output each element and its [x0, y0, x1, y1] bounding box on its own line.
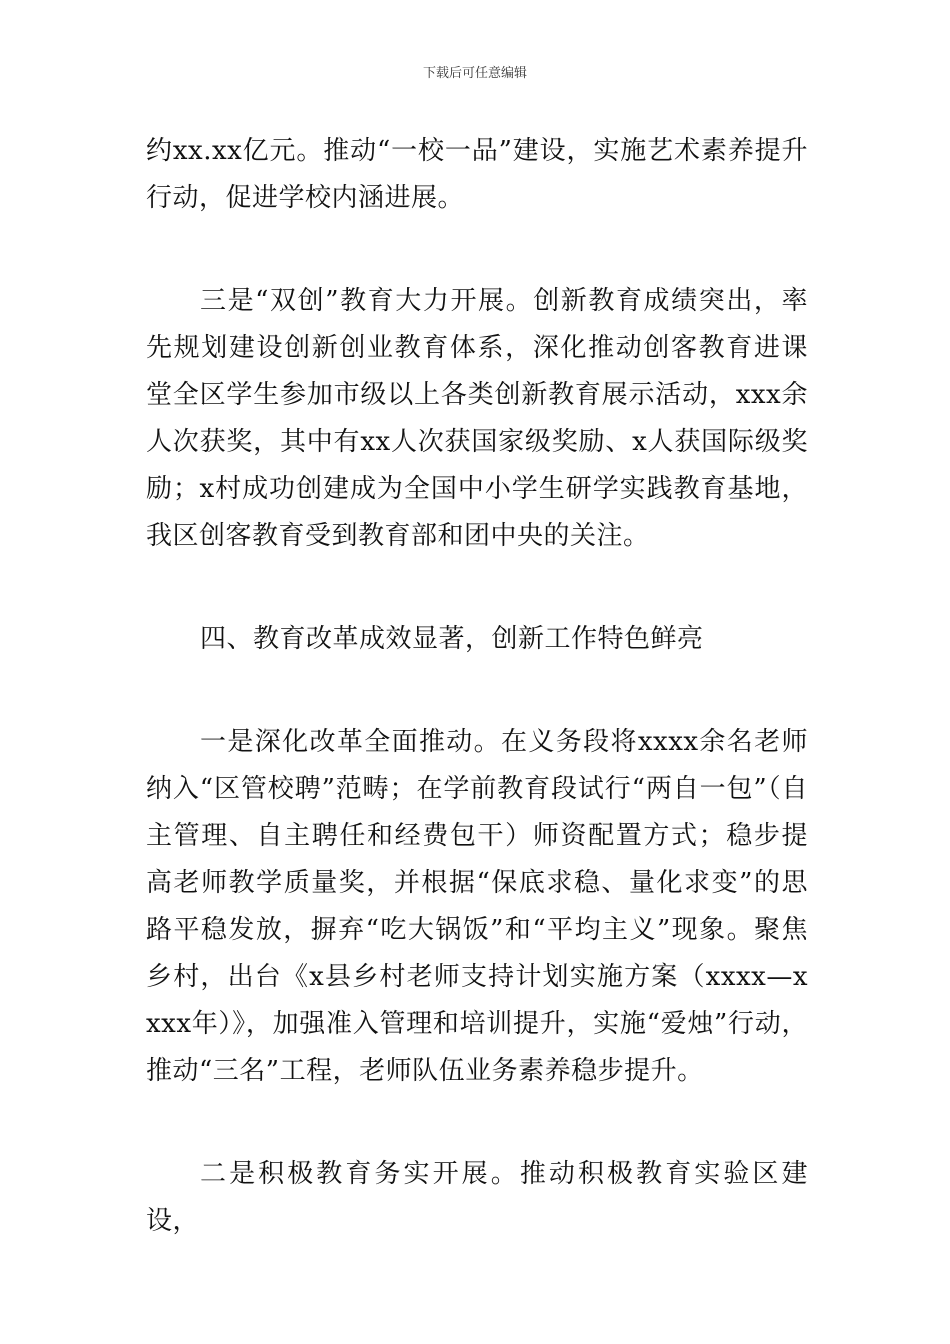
page-header: 下载后可任意编辑 — [422, 66, 527, 81]
document-body — [146, 128, 808, 1245]
paragraph-gap — [146, 663, 808, 719]
paragraph-innovation-education: 三是“双创”教育大力开展。创新教育成绩突出，率先规划建设创新创业教育体系，深化推动创客教育进课堂全区学生参加市级以上各类创新教育展示活动，xxx余人次获奖，其中有xx人次获国家级奖励、x人获国际级奖励；x村成功创建成为全国中小学生研学实践教育基地，我区创客教育受到教育部和团中央的关注。 — [146, 286, 808, 551]
section-heading: 四、教育改革成效显著，创新工作特色鲜亮 — [200, 624, 704, 654]
paragraph-positive-education: 二是积极教育务实开展。推动积极教育实验区建设， — [146, 1159, 808, 1236]
paragraph-gap — [146, 222, 808, 278]
paragraph-gap — [146, 560, 808, 616]
paragraph-continuation: 约xx.xx亿元。推动“一校一品”建设，实施艺术素养提升行动，促进学校内涵进展。 — [146, 136, 808, 213]
paragraph-reform: 一是深化改革全面推动。在义务段将xxxx余名老师纳入“区管校聘”范畴；在学前教育段试行“两自一包”（自主管理、自主聘任和经费包干）师资配置方式；稳步提高老师教学质量奖，并根据“保底求稳、量化求变”的思路平稳发放，摒弃“吃大锅饭”和“平均主义”现象。聚焦乡村，出台《x县乡村老师支持计划实施方案（xxxx—xxxx年）》，加强准入管理和培训提升，实施“爱烛”行动，推动“三名”工程，老师队伍业务素养稳步提升。 — [146, 727, 808, 1086]
paragraph-gap — [146, 1095, 808, 1151]
